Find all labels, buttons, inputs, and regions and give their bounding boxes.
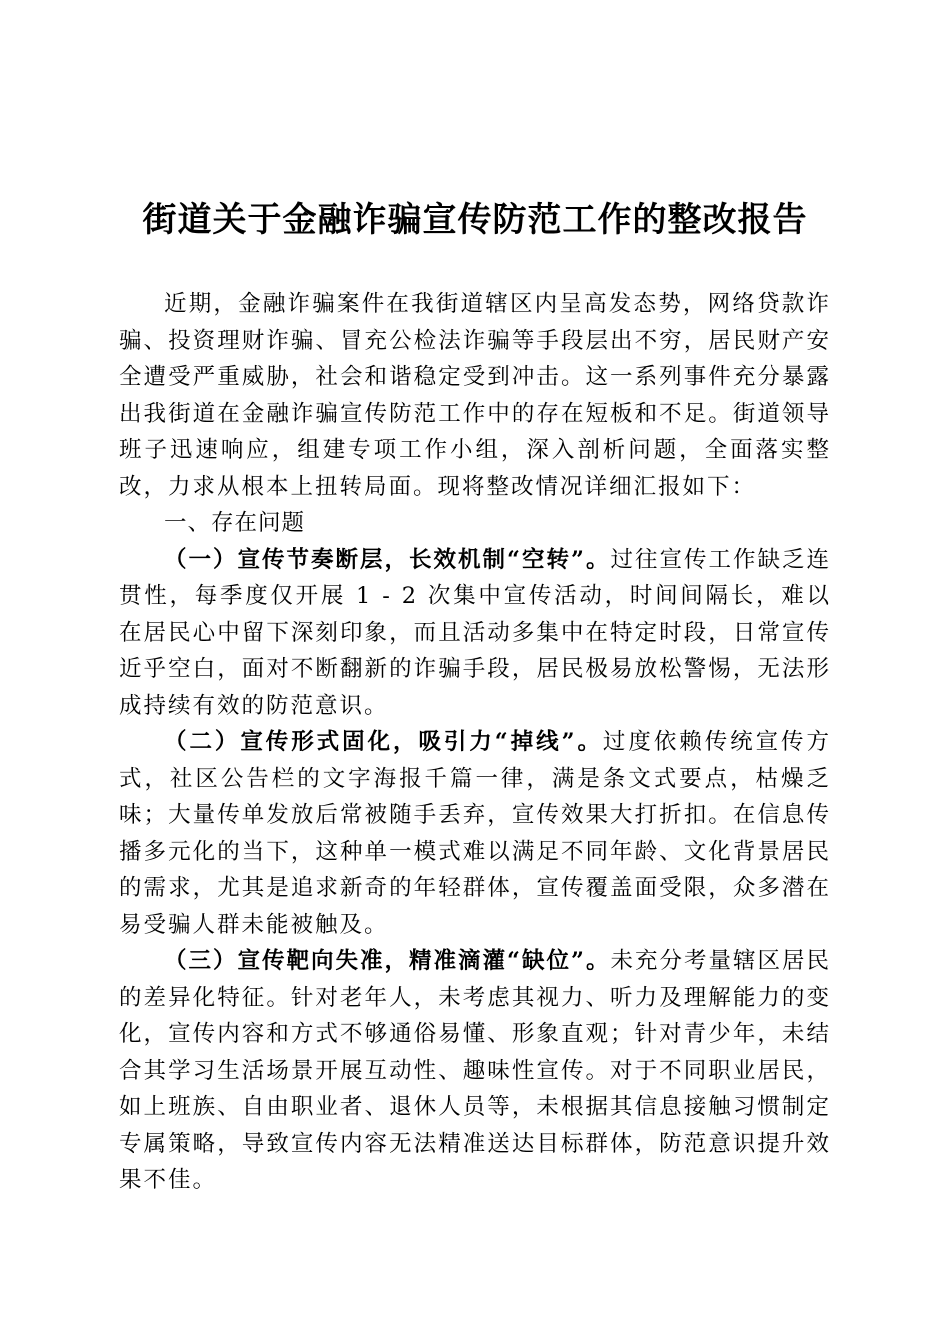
problem-item-text: 未充分考量辖区居民的差异化特征。针对老年人，未考虑其视力、听力及理解能力的变化，宣传内容和方式不够通俗易懂、形象直观；针对青少年，未结合其学习生活场景开展互动性、趣味性宣传。对于不同职业居民，如上班族、自由职业者、退休人员等，未根据其信息接触习惯制定专属策略，导致宣传内容无法精准送达目标群体，防范意识提升效果不佳。: [119, 948, 831, 1193]
problem-item-text: 过度依赖传统宣传方式，社区公告栏的文字海报千篇一律，满是条文式要点，枯燥乏味；大量传单发放后常被随手丢弃，宣传效果大打折扣。在信息传播多元化的当下，这种单一模式难以满足不同年龄、文化背景居民的需求，尤其是追求新奇的年轻群体，宣传覆盖面受限，众多潜在易受骗人群未能被触及。: [119, 729, 831, 938]
problem-item-heading: （三）宣传靶向失准，精准滴灌“缺位”。: [164, 948, 611, 974]
problem-item-heading: （一）宣传节奏断层，长效机制“空转”。: [164, 546, 611, 573]
problem-item-2: [119, 724, 831, 943]
problem-item-1: [119, 542, 831, 725]
problem-item-heading: （二）宣传形式固化，吸引力“掉线”。: [164, 729, 603, 755]
document-body: [119, 286, 831, 1199]
document-title: 街道关于金融诈骗宣传防范工作的整改报告: [142, 200, 808, 240]
problem-item-3: [119, 943, 831, 1199]
problem-item-text: 过往宣传工作缺乏连贯性，每季度仅开展 1 - 2 次集中宣传活动，时间间隔长，难以在居民心中留下深刻印象，而且活动多集中在特定时段，日常宣传近乎空白，面对不断翻新的诈骗手段，居民极易放松警惕，无法形成持续有效的防范意识。: [119, 546, 831, 719]
intro-paragraph: 近期，金融诈骗案件在我街道辖区内呈高发态势，网络贷款诈骗、投资理财诈骗、冒充公检法诈骗等手段层出不穷，居民财产安全遭受严重威胁，社会和谐稳定受到冲击。这一系列事件充分暴露出我街道在金融诈骗宣传防范工作中的存在短板和不足。街道领导班子迅速响应，组建专项工作小组，深入剖析问题，全面落实整改，力求从根本上扭转局面。现将整改情况详细汇报如下：: [119, 291, 831, 500]
section-heading-problems: 一、存在问题: [164, 510, 306, 536]
